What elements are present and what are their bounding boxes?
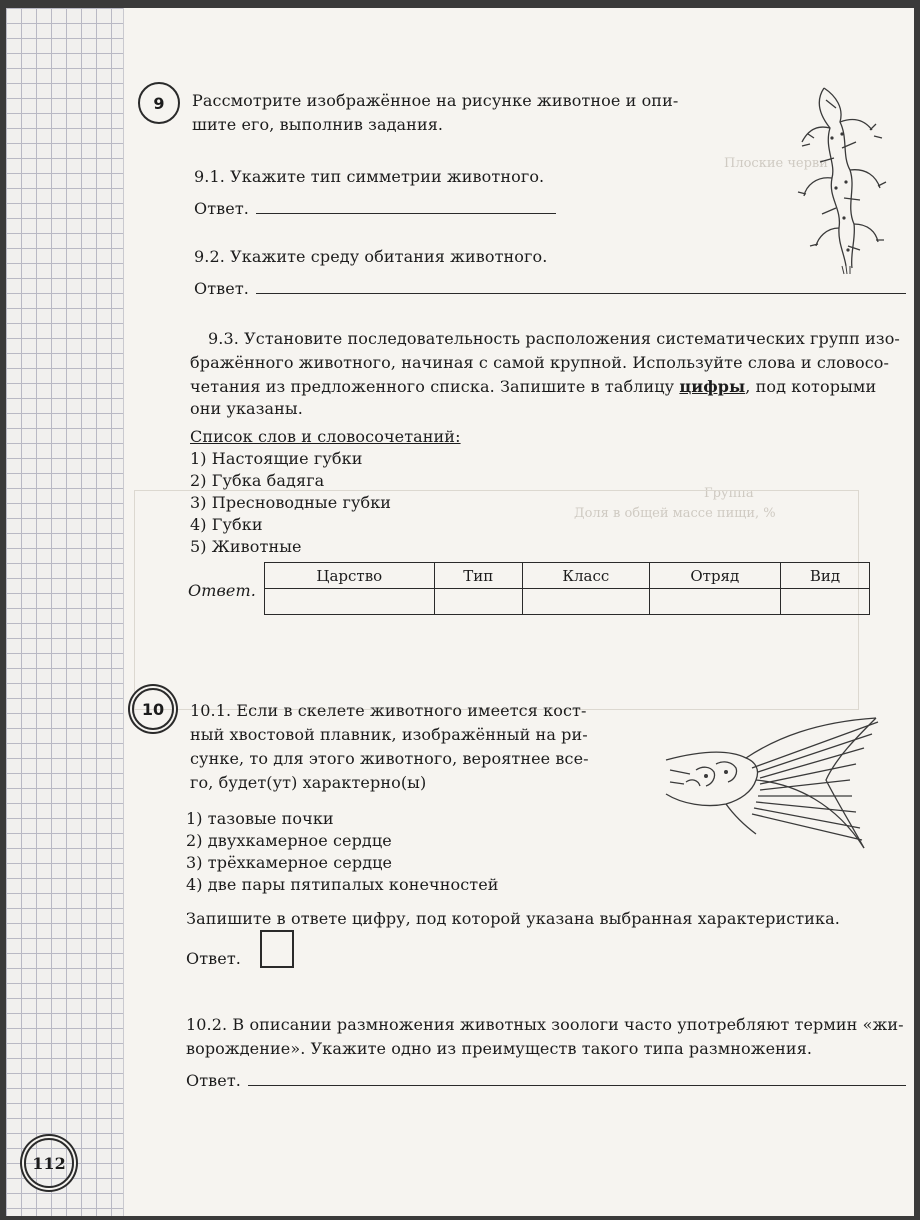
question-10-1: го, будет(ут) характерно(ы) xyxy=(190,773,427,792)
header-cell-class: Класс xyxy=(523,563,650,589)
sponge-illustration xyxy=(784,78,894,278)
answer-box[interactable] xyxy=(260,930,294,968)
task-number-badge xyxy=(132,688,174,730)
tail-fin-illustration xyxy=(656,708,896,868)
task-number: 9 xyxy=(153,93,165,113)
task9-intro: шите его, выполнив задания. xyxy=(192,115,444,134)
question-10-2: ворождение». Укажите одно из преимуществ такого типа размножения. xyxy=(186,1039,813,1058)
answer-line-9-2[interactable] xyxy=(256,293,906,294)
answer-cell[interactable] xyxy=(434,589,522,615)
task-number-badge xyxy=(138,82,180,124)
list-item: 1) Настоящие губки xyxy=(190,449,363,468)
page-content xyxy=(32,8,914,1216)
answer-label: Ответ. xyxy=(188,581,256,600)
bleed-through-text: Доля в общей массе пищи, % xyxy=(574,506,776,521)
bleed-through-text: Группа xyxy=(704,486,754,501)
question-10-1: 10.1. Если в скелете животного имеется кост- xyxy=(190,701,587,720)
question-9-3: они указаны. xyxy=(190,399,303,418)
question-10-2: 10.2. В описании размножения животных зоологи часто употребляют термин «жи- xyxy=(186,1015,904,1034)
answer-line-9-1[interactable] xyxy=(256,213,556,214)
list-item: 5) Животные xyxy=(190,537,302,556)
list-item: 2) Губка бадяга xyxy=(190,471,325,490)
question-9-3 xyxy=(190,376,876,398)
table-answer-row xyxy=(265,589,870,615)
answer-cell[interactable] xyxy=(523,589,650,615)
answer-cell[interactable] xyxy=(649,589,780,615)
header-cell-kingdom: Царство xyxy=(265,563,435,589)
page-number: 112 xyxy=(32,1153,66,1173)
header-cell-species: Вид xyxy=(780,563,869,589)
question-text: четания из предложенного списка. Запишите в таблицу xyxy=(190,377,680,396)
answer-table xyxy=(264,562,870,615)
list-item: 3) Пресноводные губки xyxy=(190,493,392,512)
emphasis-word: цифры xyxy=(679,377,746,396)
table-header-row xyxy=(265,563,870,589)
question-9-3: бражённого животного, начиная с самой крупной. Используйте слова и словосо- xyxy=(190,353,890,372)
list-item: 4) Губки xyxy=(190,515,263,534)
option-item: 2) двухкамерное сердце xyxy=(186,831,392,850)
graph-paper-margin xyxy=(6,8,124,1216)
answer-line-10-2[interactable] xyxy=(248,1085,906,1086)
question-10-1: сунке, то для этого животного, вероятнее все- xyxy=(190,749,589,768)
answer-cell[interactable] xyxy=(780,589,869,615)
question-9-1: 9.1. Укажите тип симметрии животного. xyxy=(194,167,545,186)
option-item: 1) тазовые почки xyxy=(186,809,334,828)
page xyxy=(6,8,914,1216)
answer-label: Ответ. xyxy=(186,1071,241,1090)
task-number: 10 xyxy=(141,699,165,719)
answer-label: Ответ. xyxy=(186,949,241,968)
answer-label: Ответ. xyxy=(194,279,249,298)
option-item: 4) две пары пятипалых конечностей xyxy=(186,875,499,894)
question-text: , под которыми xyxy=(745,377,877,396)
instruction: Запишите в ответе цифру, под которой указана выбранная характеристика. xyxy=(186,909,840,928)
answer-label: Ответ. xyxy=(194,199,249,218)
header-cell-phylum: Тип xyxy=(434,563,522,589)
task9-intro: Рассмотрите изображённое на рисунке животное и опи- xyxy=(192,91,679,110)
question-9-2: 9.2. Укажите среду обитания животного. xyxy=(194,247,548,266)
list-title: Список слов и словосочетаний: xyxy=(190,427,461,446)
answer-cell[interactable] xyxy=(265,589,435,615)
bleed-through-text: Плоские черви xyxy=(724,156,828,171)
page-number-badge xyxy=(24,1138,74,1188)
question-9-3: 9.3. Установите последовательность расположения систематических групп изо- xyxy=(208,329,900,348)
option-item: 3) трёхкамерное сердце xyxy=(186,853,393,872)
question-10-1: ный хвостовой плавник, изображённый на ри- xyxy=(190,725,588,744)
header-cell-order: Отряд xyxy=(649,563,780,589)
